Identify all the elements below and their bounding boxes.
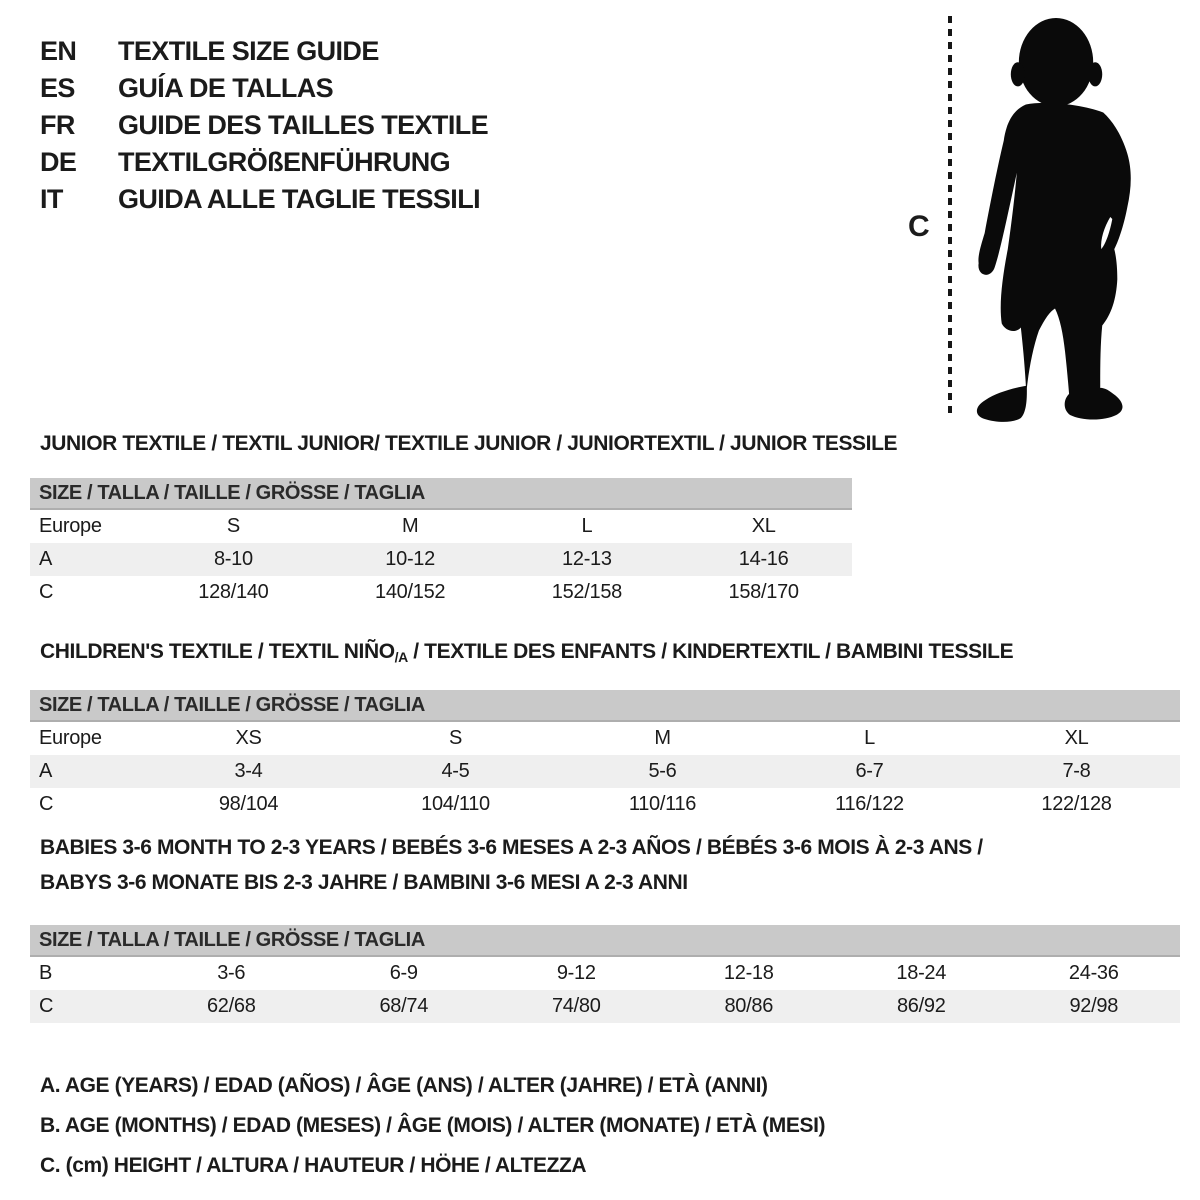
legend-line-c: C. (cm) HEIGHT / ALTURA / HAUTEUR / HÖHE / ALTEZZA <box>40 1154 587 1177</box>
table-cell: 3-4 <box>234 760 263 782</box>
table-cell: 80/86 <box>724 995 774 1017</box>
table-cell: 74/80 <box>551 995 601 1017</box>
table-header-bar: SIZE / TALLA / TAILLE / GRÖSSE / TAGLIA <box>30 478 852 510</box>
children-title-sub: /A <box>394 649 408 665</box>
table-row-b <box>30 957 1180 990</box>
babies-size-table <box>30 925 1180 1023</box>
table-cell: XL <box>751 515 776 537</box>
language-row <box>40 107 488 144</box>
table-row-a <box>30 543 852 576</box>
height-dashed-line <box>948 16 952 418</box>
table-cell: 128/140 <box>198 581 269 603</box>
table-cell: XS <box>235 727 262 749</box>
children-title-pre: CHILDREN'S TEXTILE / TEXTIL NIÑO <box>40 640 395 663</box>
table-cell: 86/92 <box>896 995 946 1017</box>
table-row-c <box>30 788 1180 821</box>
children-section-title <box>40 640 1013 665</box>
table-cell: 5-6 <box>648 760 677 782</box>
table-cell: 98/104 <box>218 793 279 815</box>
table-cell: 8-10 <box>213 548 253 570</box>
table-cell: 104/110 <box>421 793 490 815</box>
table-cell: M <box>654 727 671 749</box>
children-title-post: / TEXTILE DES ENFANTS / KINDERTEXTIL / BAMBINI TESSILE <box>407 640 1014 663</box>
language-code: EN <box>40 36 77 66</box>
legend-line-a: A. AGE (YEARS) / EDAD (AÑOS) / ÂGE (ANS) / ALTER (JAHRE) / ETÀ (ANNI) <box>40 1074 768 1097</box>
language-code: ES <box>40 73 75 103</box>
table-cell: 116/122 <box>835 793 904 815</box>
table-row-c <box>30 576 852 609</box>
table-cell: XL <box>1064 727 1089 749</box>
row-label: Europe <box>39 727 102 749</box>
babies-section-title-line1: BABIES 3-6 MONTH TO 2-3 YEARS / BEBÉS 3-6 MESES A 2-3 AÑOS / BÉBÉS 3-6 MOIS À 2-3 ANS / <box>40 836 983 859</box>
table-cell: 158/170 <box>728 581 799 603</box>
table-cell: 4-5 <box>441 760 470 782</box>
guide-title: TEXTILGRÖßENFÜHRUNG <box>118 147 451 177</box>
junior-section-title: JUNIOR TEXTILE / TEXTIL JUNIOR/ TEXTILE JUNIOR / JUNIORTEXTIL / JUNIOR TESSILE <box>40 432 898 455</box>
table-cell: M <box>401 515 419 537</box>
table-cell: 92/98 <box>1069 995 1119 1017</box>
language-code: IT <box>40 184 63 214</box>
guide-title: GUIDE DES TAILLES TEXTILE <box>118 110 489 140</box>
table-cell: 24-36 <box>1068 962 1119 984</box>
guide-title: TEXTILE SIZE GUIDE <box>118 36 379 66</box>
table-cell: 6-9 <box>389 962 418 984</box>
row-label: C <box>39 995 54 1017</box>
table-cell: 110/116 <box>628 793 697 815</box>
table-cell: 7-8 <box>1062 760 1091 782</box>
legend-line-b: B. AGE (MONTHS) / EDAD (MESES) / ÂGE (MOIS) / ALTER (MONATE) / ETÀ (MESI) <box>40 1114 826 1137</box>
table-cell: S <box>448 727 463 749</box>
table-cell: S <box>226 515 240 537</box>
junior-size-table <box>30 478 852 609</box>
table-cell: 3-6 <box>217 962 246 984</box>
children-size-table <box>30 690 1180 821</box>
row-label: A <box>39 760 53 782</box>
row-label: C <box>39 793 54 815</box>
table-row-c <box>30 990 1180 1023</box>
table-row-europe <box>30 722 1180 755</box>
table-cell: 18-24 <box>896 962 947 984</box>
row-label: Europe <box>39 515 102 537</box>
height-label-c: C <box>908 210 930 243</box>
table-cell: 6-7 <box>855 760 884 782</box>
language-row <box>40 33 488 70</box>
table-header-bar: SIZE / TALLA / TAILLE / GRÖSSE / TAGLIA <box>30 925 1180 957</box>
measurement-legend <box>40 1066 825 1186</box>
table-cell: 140/152 <box>375 581 446 603</box>
table-cell: 14-16 <box>738 548 789 570</box>
guide-title: GUÍA DE TALLAS <box>118 73 334 103</box>
table-cell: 12-18 <box>723 962 774 984</box>
row-label: A <box>39 548 53 570</box>
language-code: DE <box>40 147 77 177</box>
table-cell: 12-13 <box>562 548 612 570</box>
language-row <box>40 144 488 181</box>
babies-section-title-line2: BABYS 3-6 MONATE BIS 2-3 JAHRE / BAMBINI 3-6 MESI A 2-3 ANNI <box>40 871 688 894</box>
table-cell: 122/128 <box>1041 793 1112 815</box>
guide-title: GUIDA ALLE TAGLIE TESSILI <box>118 184 480 214</box>
language-code: FR <box>40 110 75 140</box>
table-cell: 9-12 <box>556 962 596 984</box>
table-cell: 152/158 <box>551 581 622 603</box>
row-label: B <box>39 962 53 984</box>
table-header-bar: SIZE / TALLA / TAILLE / GRÖSSE / TAGLIA <box>30 690 1180 722</box>
language-title-block <box>40 33 488 218</box>
table-row-a <box>30 755 1180 788</box>
table-cell: 62/68 <box>206 995 256 1017</box>
table-row-europe <box>30 510 852 543</box>
language-row <box>40 70 488 107</box>
row-label: C <box>39 581 54 603</box>
table-cell: 10-12 <box>385 548 435 570</box>
table-cell: L <box>864 727 875 749</box>
table-cell: L <box>581 515 593 537</box>
language-row <box>40 181 488 218</box>
toddler-silhouette-icon <box>963 10 1145 422</box>
table-cell: 68/74 <box>379 995 429 1017</box>
